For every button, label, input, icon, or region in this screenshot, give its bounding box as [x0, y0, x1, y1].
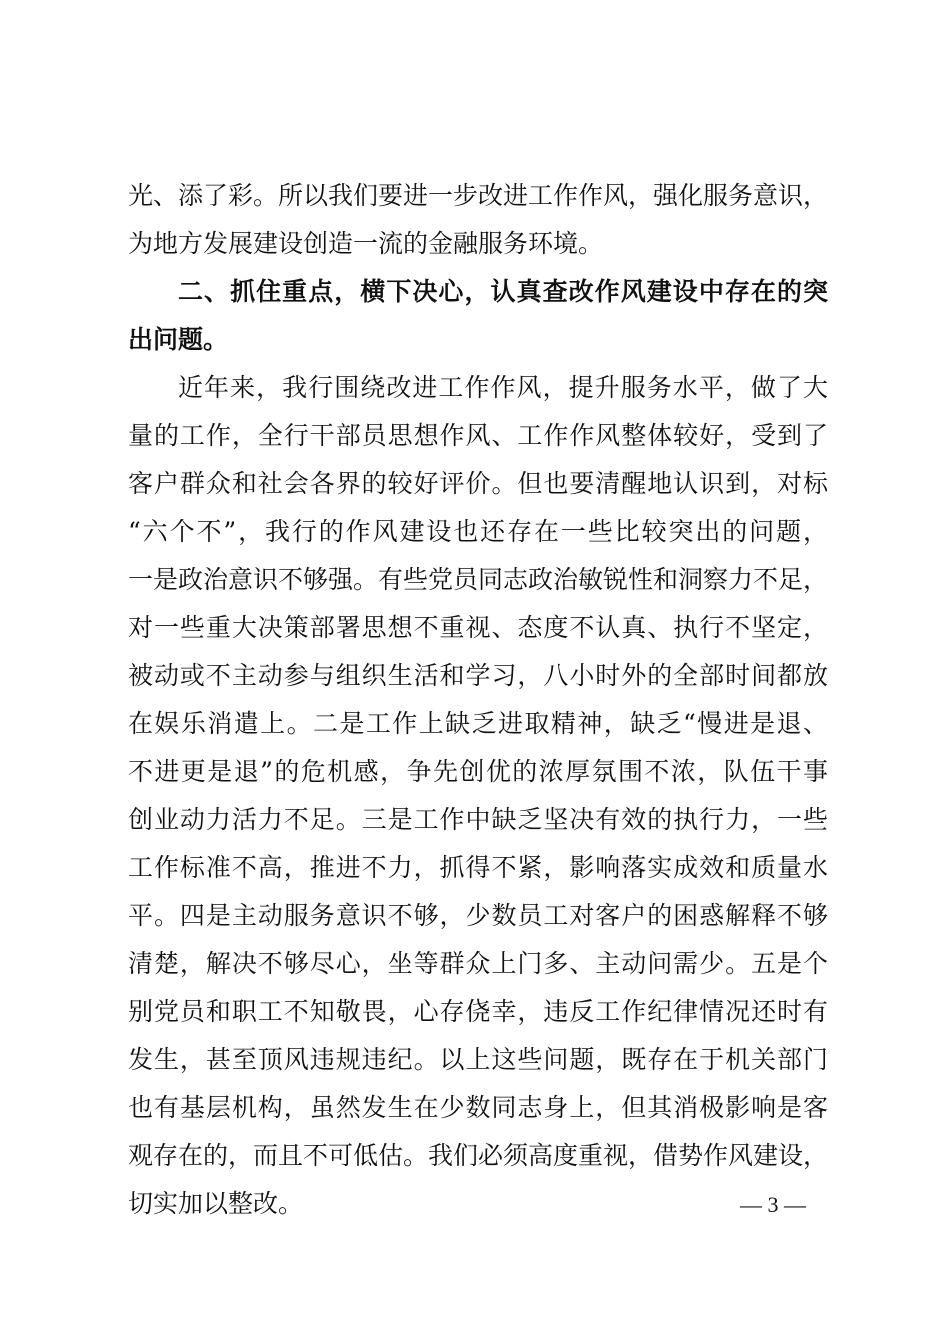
heading-line: 出问题。	[128, 325, 229, 354]
paragraph-line: 光、添了彩。所以我们要进一步改进工作作风，强化服务意识，	[128, 181, 829, 210]
paragraph-line: 工作标准不高，推进不力，抓得不紧，影响落实成效和质量水	[128, 853, 828, 882]
paragraph-line: 清楚，解决不够尽心，坐等群众上门多、主动问需少。五是个	[128, 949, 828, 978]
paragraph-line: 一是政治意识不够强。有些党员同志政治敏锐性和洞察力不足，	[128, 565, 829, 594]
paragraph-line: 平。四是主动服务意识不够，少数员工对客户的困惑解释不够	[128, 901, 828, 930]
heading-line: 二、抓住重点，横下决心，认真查改作风建设中存在的突	[178, 277, 828, 306]
paragraph-line: 别党员和职工不知敬畏，心存侥幸，违反工作纪律情况还时有	[128, 997, 828, 1026]
page-number: — 3 —	[740, 1192, 806, 1217]
paragraph-line: 客户群众和社会各界的较好评价。但也要清醒地认识到，对标	[128, 469, 828, 498]
paragraph-issues	[128, 364, 828, 1228]
paragraph-line: 被动或不主动参与组织生活和学习，八小时外的全部时间都放	[128, 661, 828, 690]
document-body	[128, 172, 828, 1228]
paragraph-line: 发生，甚至顶风违规违纪。以上这些问题，既存在于机关部门	[128, 1045, 828, 1074]
paragraph-line: 在娱乐消遣上。二是工作上缺乏进取精神，缺乏“慢进是退、	[128, 709, 828, 738]
paragraph-line: 近年来，我行围绕改进工作作风，提升服务水平，做了大	[178, 373, 828, 402]
paragraph-line: 也有基层机构，虽然发生在少数同志身上，但其消极影响是客	[128, 1093, 828, 1122]
paragraph-line: “六个不”，我行的作风建设也还存在一些比较突出的问题，	[128, 517, 828, 546]
paragraph-line: 为地方发展建设创造一流的金融服务环境。	[128, 229, 604, 258]
paragraph-line: 量的工作，全行干部员思想作风、工作作风整体较好，受到了	[128, 421, 828, 450]
paragraph-line: 对一些重大决策部署思想不重视、态度不认真、执行不坚定，	[128, 613, 828, 642]
section-heading-2	[128, 268, 828, 364]
paragraph-line: 观存在的，而且不可低估。我们必须高度重视，借势作风建设，	[128, 1141, 829, 1170]
paragraph-continued	[128, 172, 828, 268]
paragraph-line: 切实加以整改。	[128, 1189, 304, 1218]
paragraph-line: 创业动力活力不足。三是工作中缺乏坚决有效的执行力，一些	[128, 805, 828, 834]
paragraph-line: 不进更是退”的危机感，争先创优的浓厚氛围不浓，队伍干事	[128, 757, 828, 786]
